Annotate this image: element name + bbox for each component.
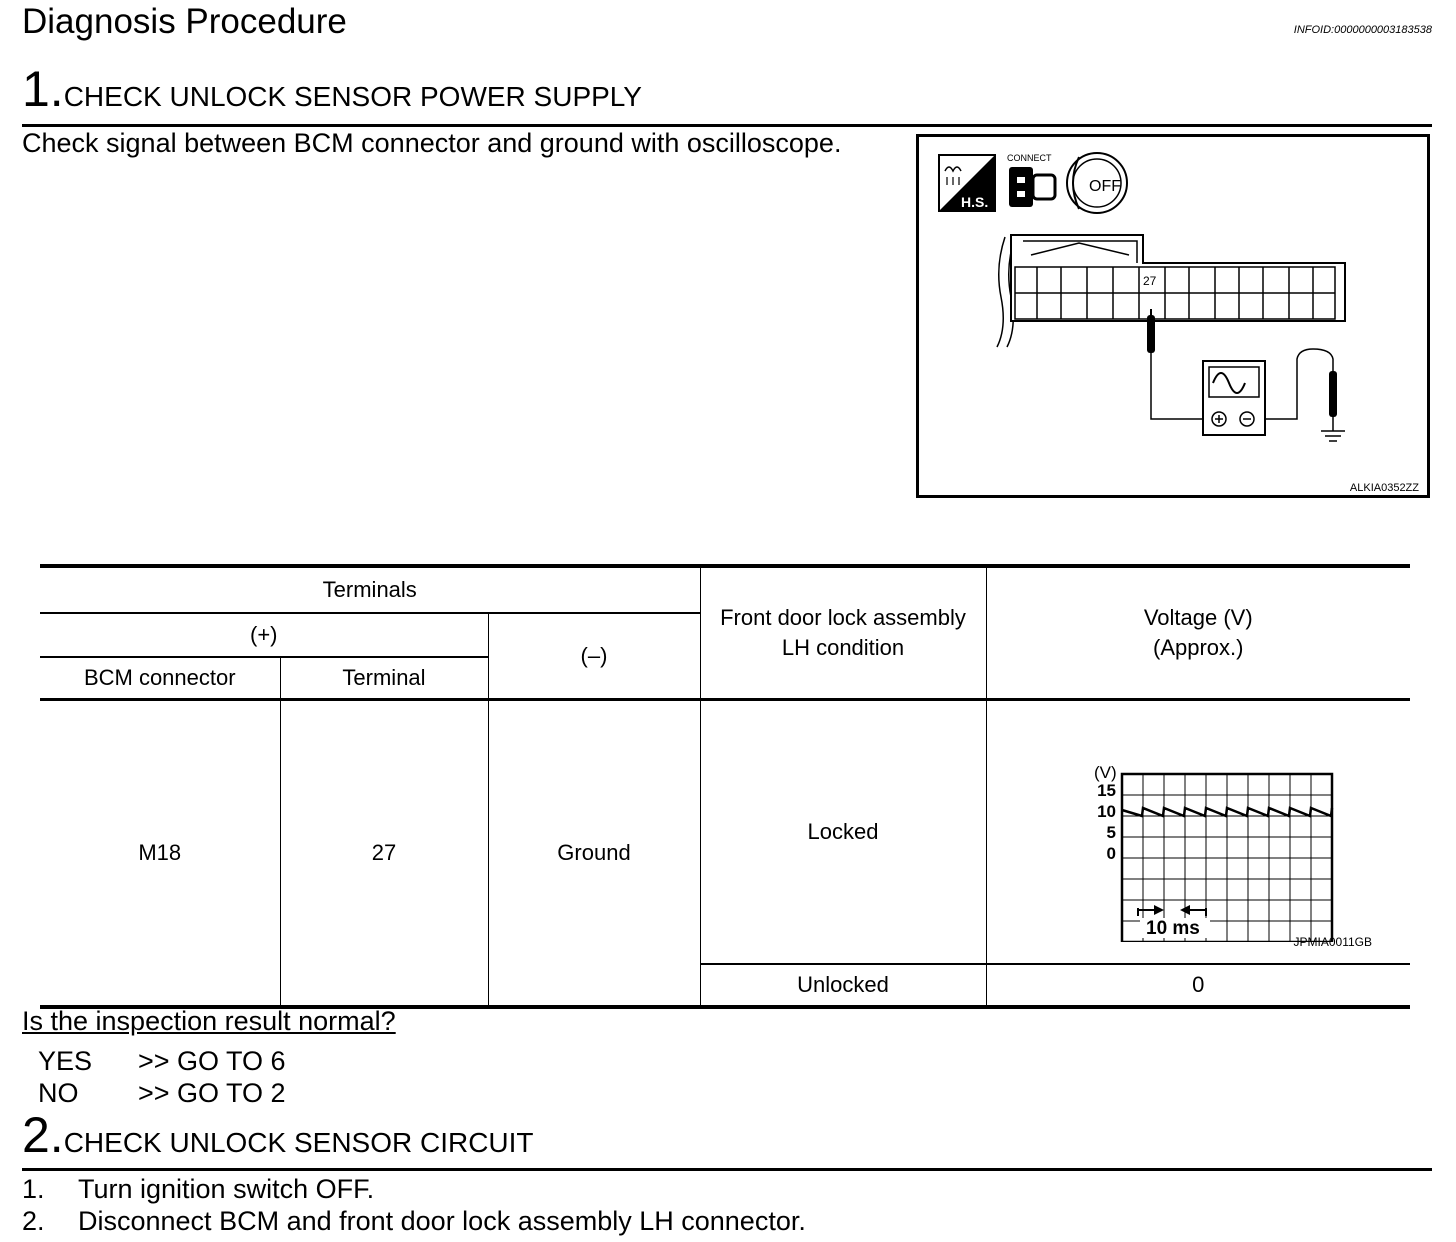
oscilloscope-icon — [1203, 361, 1265, 435]
cell-locked-voltage — [986, 700, 1410, 965]
answer-no — [38, 1078, 286, 1109]
header-terminals: Terminals — [40, 566, 700, 613]
answer-no-key: NO — [38, 1078, 79, 1108]
header-condition — [700, 566, 986, 700]
connect-label: CONNECT — [1007, 153, 1052, 163]
y-tick-label: 0 — [1106, 844, 1117, 863]
terminal-27-label: 27 — [1143, 274, 1157, 288]
hs-label: H.S. — [961, 194, 989, 210]
answer-yes-key: YES — [38, 1046, 93, 1076]
header-plus: (+) — [40, 613, 488, 657]
answer-no-action: >> GO TO 2 — [138, 1078, 286, 1108]
cell-connector: M18 — [40, 700, 280, 1008]
figure-id: ALKIA0352ZZ — [1349, 482, 1419, 494]
header-voltage — [986, 566, 1410, 700]
step-2-item-text: Turn ignition switch OFF. — [78, 1174, 375, 1204]
header-voltage-text: Voltage (V) (Approx.) — [1143, 605, 1253, 660]
header-bcm-connector: BCM connector — [40, 657, 280, 700]
bcm-connector-drawing — [1011, 235, 1345, 321]
header-condition-text: Front door lock assembly LH condition — [720, 605, 966, 660]
connector-diagram — [919, 137, 1427, 495]
y-tick-label: 5 — [1106, 823, 1117, 842]
off-label: OFF — [1089, 178, 1121, 195]
cell-ground: Ground — [488, 700, 700, 1008]
connect-icon — [1007, 153, 1055, 207]
waveform-figure-id: JPMIA0011GB — [1293, 935, 1372, 949]
step-2-item-text: Disconnect BCM and front door lock assembly LH connector. — [78, 1206, 806, 1236]
step-2-item — [22, 1174, 374, 1205]
answer-yes — [38, 1046, 286, 1077]
waveform-unit: (V) — [1094, 763, 1117, 782]
time-scale-label: 10 ms — [1146, 918, 1201, 939]
hs-icon — [939, 155, 995, 211]
terminal-voltage-table — [40, 564, 1410, 1009]
cell-terminal: 27 — [280, 700, 488, 1008]
answer-yes-action: >> GO TO 6 — [138, 1046, 286, 1076]
cell-unlocked-voltage: 0 — [986, 964, 1410, 1007]
step-2-divider — [22, 1168, 1432, 1171]
step-1-divider — [22, 124, 1432, 127]
step-2-item-number: 1. — [22, 1174, 45, 1204]
header-terminal: Terminal — [280, 657, 488, 700]
step-1-title: CHECK UNLOCK SENSOR POWER SUPPLY — [63, 81, 642, 112]
ignition-off-icon — [1067, 153, 1127, 213]
step-1-heading — [22, 61, 642, 117]
waveform-chart — [998, 722, 1398, 942]
inspection-question: Is the inspection result normal? — [22, 1006, 396, 1036]
header-minus: (–) — [488, 613, 700, 700]
info-id: INFOID:0000000003183538 — [1293, 24, 1432, 36]
step-1-instruction: Check signal between BCM connector and ground with oscilloscope. — [22, 128, 842, 158]
ground-symbol — [1321, 431, 1345, 441]
step-2-number: 2. — [22, 1107, 64, 1163]
cell-locked: Locked — [700, 700, 986, 965]
y-tick-label: 15 — [1097, 781, 1117, 800]
step-2-item-number: 2. — [22, 1206, 45, 1236]
cell-unlocked: Unlocked — [700, 964, 986, 1007]
step-2-heading — [22, 1107, 534, 1163]
step-2-item — [22, 1206, 806, 1237]
step-2-title: CHECK UNLOCK SENSOR CIRCUIT — [63, 1127, 534, 1158]
step-1-number: 1. — [22, 61, 64, 117]
y-tick-label: 10 — [1097, 802, 1117, 821]
page-title: Diagnosis Procedure — [22, 2, 347, 41]
oscilloscope-connection-figure — [916, 134, 1430, 498]
